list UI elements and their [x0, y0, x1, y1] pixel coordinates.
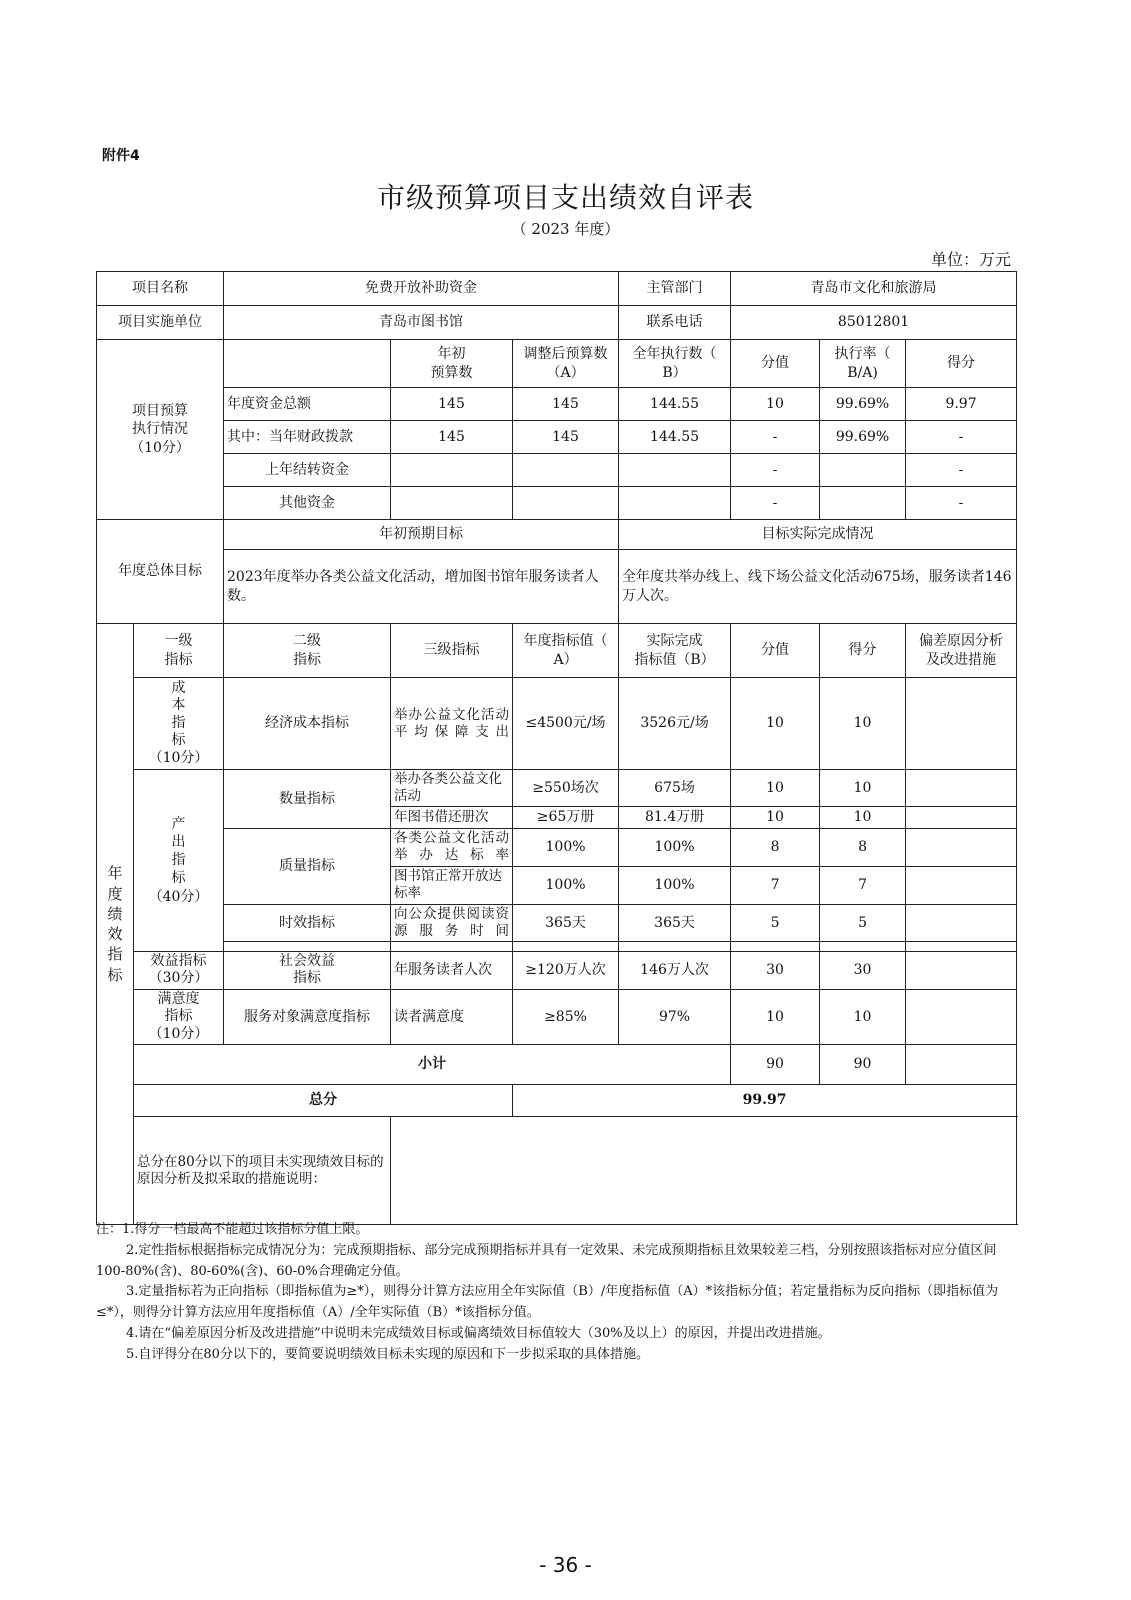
indicator-row — [97, 904, 1017, 941]
level2-social: 社会效益 指标 — [224, 951, 391, 989]
target-cell: 100% — [513, 866, 619, 904]
dept-label: 主管部门 — [619, 272, 731, 306]
page-number: - 36 - — [539, 1553, 592, 1577]
dept-value: 青岛市文化和旅游局 — [731, 272, 1017, 306]
goal-header-row — [97, 520, 1017, 550]
indicator-header-score-value: 分值 — [731, 624, 820, 678]
target-cell: ≥65万册 — [513, 806, 619, 828]
spacer-cell — [731, 941, 820, 951]
actual-cell: 100% — [619, 866, 731, 904]
spacer-cell — [513, 941, 619, 951]
target-cell: ≤4500元/场 — [513, 678, 619, 770]
goal-content-row — [97, 550, 1017, 624]
goal-actual-header: 目标实际完成情况 — [619, 520, 1017, 550]
target-cell: ≥550场次 — [513, 770, 619, 807]
budget-row-label: 其中：当年财政拨款 — [224, 421, 391, 454]
score-cell: 10 — [820, 989, 906, 1045]
budget-rate: 99.69% — [820, 421, 906, 454]
score-value-cell: 8 — [731, 828, 820, 866]
target-cell: ≥120万人次 — [513, 951, 619, 989]
budget-header-rate: 执行率（ B/A) — [820, 340, 906, 388]
budget-header-row — [97, 340, 1017, 388]
evaluation-table — [96, 271, 1017, 1225]
indicator-row — [97, 828, 1017, 866]
budget-adjusted — [513, 454, 619, 487]
budget-score-value: - — [731, 421, 820, 454]
budget-executed: 144.55 — [619, 421, 731, 454]
budget-header-adjusted: 调整后预算数 （A） — [513, 340, 619, 388]
indicator-header-row — [97, 624, 1017, 678]
level3-cell: 各类公益文化活动举办达标率 — [391, 828, 513, 866]
budget-header-executed: 全年执行数（ B） — [619, 340, 731, 388]
level3-cell: 年服务读者人次 — [391, 951, 513, 989]
level2-quantity: 数量指标 — [224, 770, 391, 829]
deviation-cell — [906, 770, 1017, 807]
budget-score-value: - — [731, 454, 820, 487]
note-item: 注：1.得分一档最高不能超过该指标分值上限。 — [96, 1222, 369, 1237]
goal-expected-text: 2023年度举办各类公益文化活动，增加图书馆年服务读者人数。 — [224, 550, 619, 624]
score-value-cell: 10 — [731, 770, 820, 807]
budget-score: 9.97 — [906, 388, 1017, 421]
score-cell: 5 — [820, 904, 906, 941]
score-cell: 30 — [820, 951, 906, 989]
notes — [96, 1220, 1016, 1366]
indicator-row — [97, 989, 1017, 1045]
below80-content — [391, 1117, 1017, 1225]
budget-rate — [820, 487, 906, 520]
indicator-header-level3: 三级指标 — [391, 624, 513, 678]
score-value-cell: 30 — [731, 951, 820, 989]
note-item: 2.定性指标根据指标完成情况分为：完成预期指标、部分完成预期指标并具有一定效果、未完成预期指标且效果较差三档，分别按照该指标对应分值区间100-80%(含)、80-60%(含)、60-0%合理确定分值。 — [96, 1242, 997, 1279]
group-output: 产 出 指 标 （40分） — [134, 770, 224, 952]
deviation-cell — [906, 828, 1017, 866]
subtotal-label: 小计 — [134, 1045, 731, 1085]
info-row-2 — [97, 306, 1017, 340]
budget-rate — [820, 454, 906, 487]
budget-section-label: 项目预算 执行情况 （10分） — [97, 340, 224, 520]
score-cell: 10 — [820, 770, 906, 807]
total-label: 总分 — [134, 1085, 513, 1117]
level3-cell: 向公众提供阅读资源服务时间 — [391, 904, 513, 941]
level3-cell: 举办公益文化活动平均保障支出 — [391, 678, 513, 770]
budget-score: - — [906, 421, 1017, 454]
budget-initial — [391, 487, 513, 520]
page-title: 市级预算项目支出绩效自评表 — [376, 181, 754, 214]
level3-cell: 年图书借还册次 — [391, 806, 513, 828]
attachment-label: 附件4 — [102, 148, 140, 164]
budget-adjusted — [513, 487, 619, 520]
total-value: 99.97 — [513, 1085, 1017, 1117]
indicator-header-level1: 一级 指标 — [134, 624, 224, 678]
deviation-cell — [906, 989, 1017, 1045]
actual-cell: 146万人次 — [619, 951, 731, 989]
spacer-cell — [906, 941, 1017, 951]
indicator-header-score: 得分 — [820, 624, 906, 678]
budget-adjusted: 145 — [513, 421, 619, 454]
budget-initial: 145 — [391, 421, 513, 454]
goal-actual-text: 全年度共举办线上、线下场公益文化活动675场，服务读者146万人次。 — [619, 550, 1017, 624]
actual-cell: 3526元/场 — [619, 678, 731, 770]
budget-row — [97, 454, 1017, 487]
project-name-label: 项目名称 — [97, 272, 224, 306]
budget-row — [97, 487, 1017, 520]
budget-executed — [619, 487, 731, 520]
budget-row-label: 上年结转资金 — [224, 454, 391, 487]
actual-cell: 100% — [619, 828, 731, 866]
indicator-row — [97, 678, 1017, 770]
level3-cell: 举办各类公益文化活动 — [391, 770, 513, 807]
deviation-cell — [906, 951, 1017, 989]
score-value-cell: 10 — [731, 989, 820, 1045]
indicator-header-deviation: 偏差原因分析 及改进措施 — [906, 624, 1017, 678]
score-cell: 10 — [820, 678, 906, 770]
impl-unit-value: 青岛市图书馆 — [224, 306, 619, 340]
actual-cell: 81.4万册 — [619, 806, 731, 828]
score-cell: 7 — [820, 866, 906, 904]
indicator-header-actual: 实际完成 指标值（B） — [619, 624, 731, 678]
total-row — [97, 1085, 1017, 1117]
budget-header-blank — [224, 340, 391, 388]
budget-executed: 144.55 — [619, 388, 731, 421]
budget-row-label: 年度资金总额 — [224, 388, 391, 421]
info-row-1 — [97, 272, 1017, 306]
subtotal-deviation — [906, 1045, 1017, 1085]
score-value-cell: 7 — [731, 866, 820, 904]
indicator-row — [97, 951, 1017, 989]
indicator-row — [97, 770, 1017, 807]
budget-score: - — [906, 487, 1017, 520]
subtotal-row — [97, 1045, 1017, 1085]
score-value-cell: 10 — [731, 806, 820, 828]
actual-cell: 97% — [619, 989, 731, 1045]
deviation-cell — [906, 678, 1017, 770]
project-name-value: 免费开放补助资金 — [224, 272, 619, 306]
actual-cell: 675场 — [619, 770, 731, 807]
budget-initial: 145 — [391, 388, 513, 421]
budget-header-score: 得分 — [906, 340, 1017, 388]
score-cell: 10 — [820, 806, 906, 828]
budget-adjusted: 145 — [513, 388, 619, 421]
below80-label: 总分在80分以下的项目未实现绩效目标的原因分析及拟采取的措施说明： — [134, 1117, 391, 1225]
phone-label: 联系电话 — [619, 306, 731, 340]
actual-cell: 365天 — [619, 904, 731, 941]
level2-econ: 经济成本指标 — [224, 678, 391, 770]
spacer-cell — [820, 941, 906, 951]
level3-cell: 图书馆正常开放达标率 — [391, 866, 513, 904]
indicator-header-target: 年度指标值（ A） — [513, 624, 619, 678]
budget-initial — [391, 454, 513, 487]
level2-time: 时效指标 — [224, 904, 391, 941]
deviation-cell — [906, 806, 1017, 828]
note-item: 3.定量指标若为正向指标（即指标值为≥*），则得分计算方法应用全年实际值（B）/年度指标值（A）*该指标分值；若定量指标为反向指标（即指标值为≤*），则得分计算方法应用年度指标值（A）/全年实际值（B）*该指标分值。 — [96, 1284, 999, 1321]
phone-value: 85012801 — [731, 306, 1017, 340]
budget-executed — [619, 454, 731, 487]
budget-score: - — [906, 454, 1017, 487]
budget-score-value: - — [731, 487, 820, 520]
level2-service: 服务对象满意度指标 — [224, 989, 391, 1045]
goal-label: 年度总体目标 — [97, 520, 224, 624]
budget-row-label: 其他资金 — [224, 487, 391, 520]
spacer-cell — [391, 941, 513, 951]
year-label: （ 2023 年度） — [511, 220, 620, 238]
target-cell: ≥85% — [513, 989, 619, 1045]
budget-row — [97, 421, 1017, 454]
group-cost: 成 本 指 标 （10分） — [134, 678, 224, 770]
level3-cell: 读者满意度 — [391, 989, 513, 1045]
impl-unit-label: 项目实施单位 — [97, 306, 224, 340]
note-item: 5.自评得分在80分以下的，要简要说明绩效目标未实现的原因和下一步拟采取的具体措施。 — [126, 1346, 649, 1362]
deviation-cell — [906, 866, 1017, 904]
score-cell: 8 — [820, 828, 906, 866]
group-benefit: 效益指标 （30分） — [134, 951, 224, 989]
spacer-cell — [224, 941, 391, 951]
target-cell: 100% — [513, 828, 619, 866]
spacer-cell — [619, 941, 731, 951]
score-value-cell: 10 — [731, 678, 820, 770]
group-satisfaction: 满意度 指标 （10分） — [134, 989, 224, 1045]
budget-rate: 99.69% — [820, 388, 906, 421]
goal-expected-header: 年初预期目标 — [224, 520, 619, 550]
note-item: 4.请在“偏差原因分析及改进措施”中说明未完成绩效目标或偏离绩效目标值较大（30%及以上）的原因，并提出改进措施。 — [126, 1325, 831, 1341]
indicator-header-level2: 二级 指标 — [224, 624, 391, 678]
below80-row — [97, 1117, 1017, 1225]
level2-quality: 质量指标 — [224, 828, 391, 904]
indicator-section-label: 年 度 绩 效 指 标 — [97, 624, 134, 1225]
budget-score-value: 10 — [731, 388, 820, 421]
deviation-cell — [906, 904, 1017, 941]
score-value-cell: 5 — [731, 904, 820, 941]
budget-row — [97, 388, 1017, 421]
target-cell: 365天 — [513, 904, 619, 941]
subtotal-value: 90 — [731, 1045, 820, 1085]
subtotal-score: 90 — [820, 1045, 906, 1085]
output-spacer-row — [97, 941, 1017, 951]
budget-header-initial: 年初 预算数 — [391, 340, 513, 388]
unit-label: 单位：万元 — [930, 250, 1011, 269]
budget-header-score-value: 分值 — [731, 340, 820, 388]
